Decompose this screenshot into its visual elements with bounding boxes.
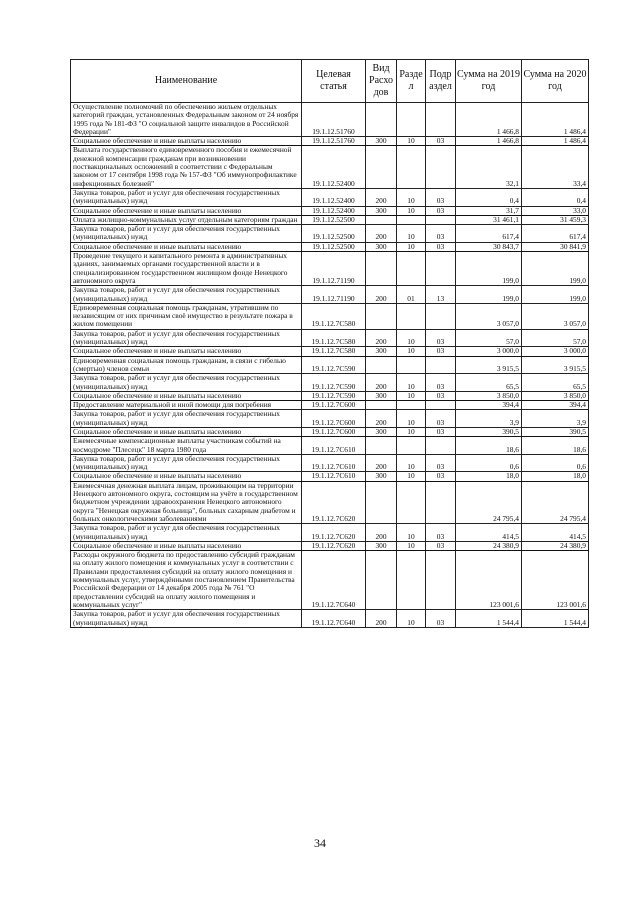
cell-name: Социальное обеспечение и иные выплаты населению — [71, 242, 302, 251]
cell-subsection: 03 — [426, 427, 456, 436]
cell-section: 10 — [397, 225, 426, 243]
cell-section — [397, 303, 426, 329]
cell-expense-type: 300 — [366, 242, 397, 251]
table-row — [71, 356, 589, 374]
cell-section: 10 — [397, 206, 426, 215]
cell-sum-2019: 3 057,0 — [456, 303, 522, 329]
cell-sum-2019: 199,0 — [456, 252, 522, 286]
cell-name: Оплата жилищно-коммунальных услуг отдельным категориям граждан — [71, 215, 302, 224]
cell-subsection — [426, 551, 456, 610]
cell-target-article: 19.1.12.7C610 — [302, 472, 366, 481]
cell-sum-2019: 390,5 — [456, 427, 522, 436]
cell-expense-type: 200 — [366, 225, 397, 243]
cell-subsection: 03 — [426, 374, 456, 392]
cell-section — [397, 215, 426, 224]
cell-subsection: 03 — [426, 206, 456, 215]
cell-sum-2020: 0,6 — [522, 454, 589, 472]
cell-expense-type: 300 — [366, 347, 397, 356]
header-name: Наименование — [71, 60, 302, 103]
cell-expense-type: 200 — [366, 524, 397, 542]
cell-subsection: 03 — [426, 329, 456, 347]
table-row — [71, 610, 589, 628]
table-row — [71, 524, 589, 542]
cell-name: Закупка товаров, работ и услуг для обеспечения государственных (муниципальных) нужд — [71, 610, 302, 628]
cell-sum-2019: 31,7 — [456, 206, 522, 215]
cell-subsection — [426, 146, 456, 188]
cell-section: 10 — [397, 374, 426, 392]
cell-sum-2019: 32,1 — [456, 146, 522, 188]
cell-subsection: 03 — [426, 541, 456, 550]
cell-sum-2019: 24 380,9 — [456, 541, 522, 550]
cell-target-article: 19.1.12.7C590 — [302, 356, 366, 374]
cell-name: Ежемесячные компенсационные выплаты участникам событий на космодроме "Плесецк" 18 марта 1980 года — [71, 437, 302, 455]
cell-sum-2019: 31 461,1 — [456, 215, 522, 224]
table-row — [71, 206, 589, 215]
cell-sum-2019: 18,6 — [456, 437, 522, 455]
cell-name: Закупка товаров, работ и услуг для обеспечения государственных (муниципальных) нужд — [71, 410, 302, 428]
cell-expense-type: 200 — [366, 188, 397, 206]
cell-name: Закупка товаров, работ и услуг для обеспечения государственных (муниципальных) нужд — [71, 329, 302, 347]
cell-subsection — [426, 401, 456, 410]
cell-sum-2020: 123 001,6 — [522, 551, 589, 610]
cell-target-article: 19.1.12.71190 — [302, 252, 366, 286]
cell-name: Закупка товаров, работ и услуг для обеспечения государственных (муниципальных) нужд — [71, 454, 302, 472]
cell-sum-2020: 390,5 — [522, 427, 589, 436]
cell-expense-type: 200 — [366, 374, 397, 392]
cell-section: 10 — [397, 410, 426, 428]
cell-target-article: 19.1.12.7C620 — [302, 541, 366, 550]
cell-section: 10 — [397, 524, 426, 542]
cell-sum-2020: 18,0 — [522, 472, 589, 481]
cell-target-article: 19.1.12.51760 — [302, 137, 366, 146]
cell-sum-2019: 24 795,4 — [456, 481, 522, 523]
header-section: Разде л — [397, 60, 426, 103]
cell-sum-2020: 3 000,0 — [522, 347, 589, 356]
cell-subsection: 03 — [426, 188, 456, 206]
table-row — [71, 329, 589, 347]
table-row — [71, 188, 589, 206]
cell-section — [397, 146, 426, 188]
cell-sum-2020: 199,0 — [522, 286, 589, 304]
cell-name: Социальное обеспечение и иные выплаты населению — [71, 541, 302, 550]
cell-expense-type: 300 — [366, 137, 397, 146]
cell-name: Единовременная социальная помощь гражданам, в связи с гибелью (смертью) членов семьи — [71, 356, 302, 374]
table-row — [71, 347, 589, 356]
cell-name: Социальное обеспечение и иные выплаты населению — [71, 206, 302, 215]
cell-sum-2019: 1 466,8 — [456, 137, 522, 146]
cell-section — [397, 356, 426, 374]
cell-subsection — [426, 356, 456, 374]
cell-expense-type — [366, 356, 397, 374]
cell-section: 10 — [397, 541, 426, 550]
table-row — [71, 481, 589, 523]
cell-sum-2020: 33,0 — [522, 206, 589, 215]
cell-target-article: 19.1.12.52500 — [302, 215, 366, 224]
cell-sum-2020: 617,4 — [522, 225, 589, 243]
cell-sum-2019: 1 466,8 — [456, 103, 522, 137]
cell-target-article: 19.1.12.7C640 — [302, 610, 366, 628]
cell-sum-2020: 3 915,5 — [522, 356, 589, 374]
table-row — [71, 437, 589, 455]
cell-sum-2019: 65,5 — [456, 374, 522, 392]
header-expense-type: Вид Расхо дов — [366, 60, 397, 103]
cell-target-article: 19.1.12.7C580 — [302, 347, 366, 356]
cell-section: 01 — [397, 286, 426, 304]
cell-expense-type: 300 — [366, 541, 397, 550]
table-row — [71, 454, 589, 472]
cell-sum-2020: 1 486,4 — [522, 103, 589, 137]
cell-name: Осуществление полномочий по обеспечению жильем отдельных категорий граждан, установленных Федеральным законом от 24 ноября 1995 года № 181-ФЗ "О социальной защите инвалидов в Российской Федерации" — [71, 103, 302, 137]
cell-sum-2019: 199,0 — [456, 286, 522, 304]
cell-section: 10 — [397, 329, 426, 347]
page-number: 34 — [314, 836, 326, 850]
cell-sum-2020: 414,5 — [522, 524, 589, 542]
budget-table — [70, 59, 589, 628]
table-row — [71, 410, 589, 428]
cell-sum-2020: 1 486,4 — [522, 137, 589, 146]
cell-section: 10 — [397, 610, 426, 628]
cell-sum-2020: 3 850,0 — [522, 391, 589, 400]
cell-name: Расходы окружного бюджета по предоставлению субсидий гражданам на оплату жилого помещения и коммунальных услуг в соответствии с Правилами предоставления субсидий на оплату жилого помещения и коммунальных услуг, утверждёнными постановлением Правительства Российской Федерации от 14 декабря 2005 года № 761 "О предоставлении субсидий на оплату жилого помещения и коммунальных услуг" — [71, 551, 302, 610]
cell-sum-2020: 0,4 — [522, 188, 589, 206]
cell-section: 10 — [397, 454, 426, 472]
cell-target-article: 19.1.12.52400 — [302, 188, 366, 206]
cell-subsection: 03 — [426, 410, 456, 428]
cell-expense-type — [366, 551, 397, 610]
table-header-row — [71, 60, 589, 103]
cell-expense-type — [366, 303, 397, 329]
cell-target-article: 19.1.12.7C610 — [302, 454, 366, 472]
cell-name: Проведение текущего и капитального ремонта в административных зданиях, занимаемых органами государственной власти и в специализированном государственном жилищном фонде Ненецкого автономного округа — [71, 252, 302, 286]
cell-subsection — [426, 103, 456, 137]
cell-section — [397, 103, 426, 137]
cell-section: 10 — [397, 391, 426, 400]
cell-expense-type: 300 — [366, 427, 397, 436]
cell-subsection — [426, 252, 456, 286]
cell-sum-2020: 18,6 — [522, 437, 589, 455]
cell-name: Закупка товаров, работ и услуг для обеспечения государственных (муниципальных) нужд — [71, 286, 302, 304]
cell-expense-type: 300 — [366, 391, 397, 400]
cell-sum-2020: 394,4 — [522, 401, 589, 410]
cell-sum-2019: 414,5 — [456, 524, 522, 542]
cell-sum-2020: 3,9 — [522, 410, 589, 428]
cell-name: Закупка товаров, работ и услуг для обеспечения государственных (муниципальных) нужд — [71, 188, 302, 206]
cell-sum-2019: 617,4 — [456, 225, 522, 243]
cell-subsection: 03 — [426, 391, 456, 400]
cell-target-article: 19.1.12.7C640 — [302, 551, 366, 610]
cell-sum-2019: 57,0 — [456, 329, 522, 347]
cell-name: Единовременная социальная помощь гражданам, утратившим по независящим от них причинам своё имущество в результате пожара в жилом помещении — [71, 303, 302, 329]
cell-target-article: 19.1.12.7C580 — [302, 303, 366, 329]
cell-sum-2020: 1 544,4 — [522, 610, 589, 628]
cell-target-article: 19.1.12.7C580 — [302, 329, 366, 347]
cell-expense-type — [366, 252, 397, 286]
cell-sum-2020: 199,0 — [522, 252, 589, 286]
cell-subsection: 03 — [426, 454, 456, 472]
cell-target-article: 19.1.12.7C590 — [302, 391, 366, 400]
cell-target-article: 19.1.12.71190 — [302, 286, 366, 304]
cell-sum-2019: 3 915,5 — [456, 356, 522, 374]
table-body — [71, 103, 589, 628]
cell-subsection — [426, 303, 456, 329]
cell-target-article: 19.1.12.52500 — [302, 225, 366, 243]
cell-expense-type: 200 — [366, 454, 397, 472]
header-subsection: Подр аздел — [426, 60, 456, 103]
cell-target-article: 19.1.12.7C620 — [302, 481, 366, 523]
cell-sum-2019: 0,4 — [456, 188, 522, 206]
cell-section — [397, 401, 426, 410]
cell-subsection — [426, 481, 456, 523]
cell-target-article: 19.1.12.52400 — [302, 206, 366, 215]
header-sum-2019: Сумма на 2019 год — [456, 60, 522, 103]
cell-sum-2019: 123 001,6 — [456, 551, 522, 610]
cell-expense-type — [366, 146, 397, 188]
table-row — [71, 103, 589, 137]
cell-name: Предоставление материальной и иной помощи для погребения — [71, 401, 302, 410]
cell-sum-2020: 33,4 — [522, 146, 589, 188]
cell-sum-2019: 1 544,4 — [456, 610, 522, 628]
cell-sum-2019: 3 000,0 — [456, 347, 522, 356]
cell-section: 10 — [397, 242, 426, 251]
cell-name: Ежемесячная денежная выплата лицам, проживающим на территории Ненецкого автономного округа, состоящим на учёте в государственном бюджетном учреждении здравоохранения Ненецкого автономного округа "Ненецкая окружная больница", больных сахарным диабетом и больных онкологическими заболеваниями — [71, 481, 302, 523]
cell-target-article: 19.1.12.7C600 — [302, 427, 366, 436]
table-row — [71, 225, 589, 243]
cell-name: Социальное обеспечение и иные выплаты населению — [71, 472, 302, 481]
cell-name: Выплата государственного единовременного пособия и ежемесячной денежной компенсации гражданам при возникновении поствакцинальных осложнений в соответствии с Федеральным законом от 17 сентября 1998 года № 157-ФЗ "Об иммунопрофилактике инфекционных болезней" — [71, 146, 302, 188]
cell-section — [397, 437, 426, 455]
cell-sum-2019: 3,9 — [456, 410, 522, 428]
cell-expense-type: 200 — [366, 329, 397, 347]
cell-subsection — [426, 215, 456, 224]
cell-name: Закупка товаров, работ и услуг для обеспечения государственных (муниципальных) нужд — [71, 225, 302, 243]
cell-sum-2020: 30 841,9 — [522, 242, 589, 251]
cell-name: Закупка товаров, работ и услуг для обеспечения государственных (муниципальных) нужд — [71, 374, 302, 392]
cell-subsection — [426, 437, 456, 455]
cell-name: Социальное обеспечение и иные выплаты населению — [71, 427, 302, 436]
cell-target-article: 19.1.12.7C600 — [302, 401, 366, 410]
cell-name: Закупка товаров, работ и услуг для обеспечения государственных (муниципальных) нужд — [71, 524, 302, 542]
cell-name: Социальное обеспечение и иные выплаты населению — [71, 391, 302, 400]
table-row — [71, 286, 589, 304]
cell-sum-2019: 18,0 — [456, 472, 522, 481]
cell-section: 10 — [397, 472, 426, 481]
cell-sum-2019: 0,6 — [456, 454, 522, 472]
cell-expense-type — [366, 437, 397, 455]
cell-target-article: 19.1.12.52500 — [302, 242, 366, 251]
cell-subsection: 03 — [426, 524, 456, 542]
cell-sum-2019: 3 850,0 — [456, 391, 522, 400]
cell-section — [397, 551, 426, 610]
cell-target-article: 19.1.12.7C600 — [302, 410, 366, 428]
cell-target-article: 19.1.12.7C620 — [302, 524, 366, 542]
cell-subsection: 03 — [426, 225, 456, 243]
cell-target-article: 19.1.12.51760 — [302, 103, 366, 137]
cell-expense-type: 200 — [366, 610, 397, 628]
cell-sum-2020: 57,0 — [522, 329, 589, 347]
cell-subsection: 03 — [426, 610, 456, 628]
cell-target-article: 19.1.12.7C590 — [302, 374, 366, 392]
cell-section — [397, 481, 426, 523]
table-row — [71, 472, 589, 481]
cell-subsection: 03 — [426, 472, 456, 481]
cell-expense-type — [366, 103, 397, 137]
cell-name: Социальное обеспечение и иные выплаты населению — [71, 137, 302, 146]
cell-sum-2020: 65,5 — [522, 374, 589, 392]
cell-expense-type — [366, 401, 397, 410]
cell-sum-2019: 394,4 — [456, 401, 522, 410]
cell-sum-2020: 24 380,9 — [522, 541, 589, 550]
cell-sum-2020: 3 057,0 — [522, 303, 589, 329]
cell-expense-type: 300 — [366, 472, 397, 481]
cell-expense-type — [366, 215, 397, 224]
table-row — [71, 374, 589, 392]
cell-section: 10 — [397, 188, 426, 206]
cell-target-article: 19.1.12.52400 — [302, 146, 366, 188]
cell-subsection: 03 — [426, 137, 456, 146]
header-target-article: Целевая статья — [302, 60, 366, 103]
table-row — [71, 252, 589, 286]
cell-subsection: 03 — [426, 242, 456, 251]
cell-name: Социальное обеспечение и иные выплаты населению — [71, 347, 302, 356]
table-row — [71, 551, 589, 610]
cell-expense-type — [366, 481, 397, 523]
cell-sum-2019: 30 843,7 — [456, 242, 522, 251]
cell-section: 10 — [397, 427, 426, 436]
cell-section: 10 — [397, 137, 426, 146]
cell-expense-type: 300 — [366, 206, 397, 215]
cell-target-article: 19.1.12.7C610 — [302, 437, 366, 455]
cell-section: 10 — [397, 347, 426, 356]
cell-section — [397, 252, 426, 286]
table-row — [71, 303, 589, 329]
table-row — [71, 146, 589, 188]
cell-subsection: 03 — [426, 347, 456, 356]
cell-expense-type: 200 — [366, 410, 397, 428]
cell-expense-type: 200 — [366, 286, 397, 304]
cell-subsection: 13 — [426, 286, 456, 304]
cell-sum-2020: 24 795,4 — [522, 481, 589, 523]
cell-sum-2020: 31 459,3 — [522, 215, 589, 224]
header-sum-2020: Сумма на 2020 год — [522, 60, 589, 103]
